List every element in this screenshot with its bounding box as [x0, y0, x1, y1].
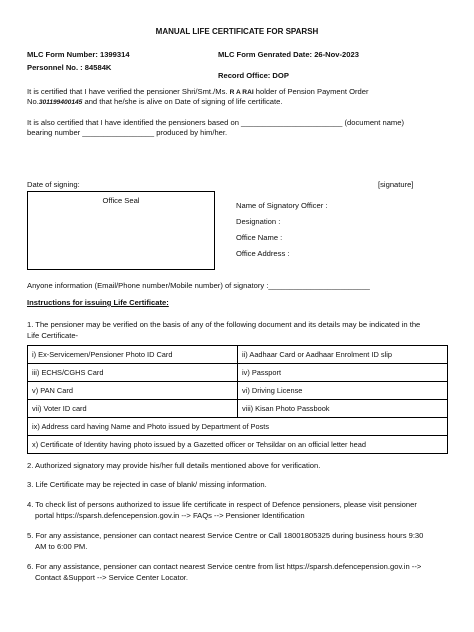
instruction-1-line-1: 1. The pensioner may be verified on the basis of any of the following document and its details may be indicated in the — [27, 320, 421, 329]
document-cell: vii) Voter ID card — [28, 400, 238, 418]
document-cell: vi) Driving License — [238, 382, 448, 400]
certify-text-c: and that he/she is alive on Date of signing of life certificate. — [84, 97, 283, 106]
document-cell: v) PAN Card — [28, 382, 238, 400]
document-cell: ii) Aadhaar Card or Aadhaar Enrolment ID slip — [238, 346, 448, 364]
table-row — [28, 346, 448, 364]
document-cell: x) Certificate of Identity having photo issued by a Gazetted officer or Tehsildar on an official letter head — [28, 436, 448, 454]
table-row — [28, 418, 448, 436]
instruction-6-line-2: Contact &Support --> Service Center Locator. — [35, 573, 189, 582]
ppo-prefix: No. — [27, 97, 39, 106]
mlc-form-number: MLC Form Number: 1399314 — [27, 50, 130, 59]
table-row — [28, 364, 448, 382]
office-seal-label: Office Seal — [102, 196, 140, 205]
certify-line-2 — [27, 97, 282, 107]
ppo-number: 301199400145 — [38, 99, 83, 106]
instruction-6-line-1: 6. For any assistance, pensioner can contact nearest Service centre from list https://sparsh.defencepension.gov.in --> — [27, 562, 422, 571]
certify-text-b: holder of Pension Payment Order — [255, 87, 369, 96]
pensioner-name: R A RAI — [229, 89, 254, 96]
table-row — [28, 436, 448, 454]
instructions-heading: Instructions for issuing Life Certificate: — [27, 298, 169, 307]
document-cell: ix) Address card having Name and Photo issued by Department of Posts — [28, 418, 448, 436]
instruction-1-line-2: Life Certificate- — [27, 331, 79, 340]
office-name-label: Office Name : — [236, 233, 283, 242]
signatory-officer-name-label: Name of Signatory Officer : — [236, 201, 328, 210]
instruction-5-line-1: 5. For any assistance, pensioner can contact nearest Service Centre or Call 18001805325 during business hours 9:30 — [27, 531, 424, 540]
mlc-generated-date: MLC Form Genrated Date: 26-Nov-2023 — [218, 50, 359, 59]
document-cell: iv) Passport — [238, 364, 448, 382]
certify-text-a: It is certified that I have verified the pensioner Shri/Smt./Ms. — [27, 87, 228, 96]
table-row — [28, 400, 448, 418]
instruction-4-line-2: portal https://sparsh.defencepension.gov.in --> FAQs --> Pensioner Identification — [35, 511, 305, 520]
instruction-3: 3. Life Certificate may be rejected in case of blank/ missing information. — [27, 480, 267, 489]
designation-label: Designation : — [236, 217, 281, 226]
document-cell: iii) ECHS/CGHS Card — [28, 364, 238, 382]
office-seal-box — [27, 191, 215, 270]
record-office: Record Office: DOP — [218, 71, 289, 80]
document-cell: viii) Kisan Photo Passbook — [238, 400, 448, 418]
signatory-contact-info: Anyone information (Email/Phone number/Mobile number) of signatory :________________________ — [27, 281, 370, 290]
table-row — [28, 382, 448, 400]
signature-label: [signature] — [378, 180, 414, 189]
identify-line-2: bearing number _________________ produced by him/her. — [27, 128, 228, 137]
date-of-signing-label: Date of signing: — [27, 180, 80, 189]
document-title: MANUAL LIFE CERTIFICATE FOR SPARSH — [155, 27, 319, 36]
instruction-2: 2. Authorized signatory may provide his/her full details mentioned above for verification. — [27, 461, 321, 470]
personnel-number: Personnel No. : 84584K — [27, 63, 112, 72]
instruction-4-line-1: 4. To check list of persons authorized to issue life certificate in respect of Defence pensioners, please visit pensioner — [27, 500, 417, 509]
certify-line-1 — [27, 87, 369, 97]
instruction-5-line-2: AM to 6:00 PM. — [35, 542, 88, 551]
document-cell: i) Ex-Servicemen/Pensioner Photo ID Card — [28, 346, 238, 364]
acceptable-documents-table — [27, 345, 448, 454]
office-address-label: Office Address : — [236, 249, 290, 258]
identify-line-1: It is also certified that I have identified the pensioners based on ________________________ (document name) — [27, 118, 405, 127]
